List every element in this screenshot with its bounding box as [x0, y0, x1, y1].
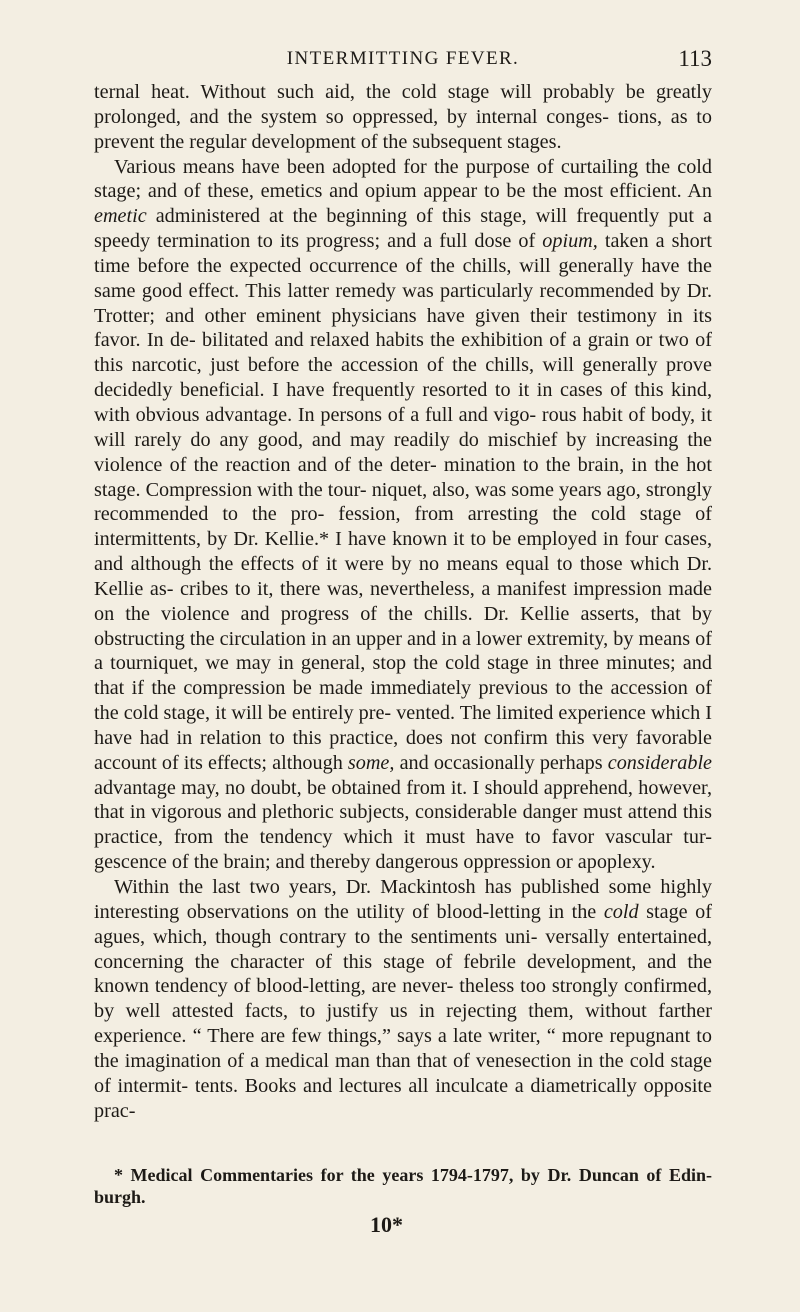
emphasis-some: some,	[347, 751, 395, 774]
paragraph-cold-stage-remedies: Various means have been adopted for the purpose of curtailing the cold stage; and of these, emetics and opium appear to be the most efficient. An emetic administered at the beginning of this stage, will frequently put a speedy termination to its progress; and a full dose of opium, taken a short time before the expected occurrence of the chills, will generally have the same good effect. This latter remedy was particularly recommended by Dr. Trotter; and other eminent physicians have given their testimony in its favor. In de- bilitated and relaxed habits the exhibition of a grain or two of this narcotic, just before the accession of the chills, will generally prove decidedly beneficial. I have frequently resorted to it in cases of this kind, with obvious advantage. In persons of a full and vigo- rous habit of body, it will rarely do any good, and may readily do mischief by increasing the violence of the reaction and of the deter- mination to the brain, in the hot stage. Compression with the tour- niquet, also, was some years ago, strongly recommended to the pro- fession, from arresting the cold stage of intermittents, by Dr. Kellie.* I have known it to be employed in four cases, and although the effects of it were by no means equal to those which Dr. Kellie as- cribes to it, there was, nevertheless, a manifest impression made on the violence and progress of the chills. Dr. Kellie asserts, that by obstructing the circulation in an upper and in a lower extremity, by means of a tourniquet, we may in general, stop the cold stage in three minutes; and that if the compression be made immediately previous to the accession of the cold stage, it will be entirely pre- vented. The limited experience which I have had in relation to this practice, does not confirm this very favorable account of its effects; although some, and occasionally perhaps considerable advantage may, no doubt, be obtained from it. I should apprehend, however, that in vigorous and plethoric subjects, considerable danger must attend this practice, from the tendency which it must have to favor vascular tur- gescence of the brain; and thereby dangerous oppression or apoplexy.	[94, 155, 713, 874]
page-number: 113	[678, 46, 712, 71]
emphasis-emetic: emetic	[94, 205, 147, 228]
body-text	[94, 80, 712, 1123]
paragraph-blood-letting: Within the last two years, Dr. Mackintosh has published some highly interesting observations on the utility of blood-letting in the cold stage of agues, which, though contrary to the sentiments uni- versally entertained, concerning the character of this stage of febrile development, and the known tendency of blood-letting, are never- theless too strongly confirmed, by well attested facts, to justify us in rejecting them, without farther experience. “ There are few things,” says a late writer, “ more repugnant to the imagination of a medical man than that of venesection in the cold stage of intermit- tents. Books and lectures all inculcate a diametrically opposite prac-	[94, 876, 713, 1122]
emphasis-considerable: considerable	[607, 751, 713, 774]
emphasis-opium: opium,	[542, 230, 598, 253]
running-head: INTERMITTING FEVER.	[286, 48, 520, 69]
emphasis-cold: cold	[603, 900, 639, 923]
paragraph-continuation: ternal heat. Without such aid, the cold stage will probably be greatly prolonged, and the system so oppressed, by internal conges- tions, as to prevent the regular development of the subsequent stages.	[94, 81, 712, 153]
page-header	[94, 48, 712, 78]
signature-mark: 10*	[370, 1212, 403, 1237]
footnote: * Medical Commentaries for the years 1794-1797, by Dr. Duncan of Edin- burgh.	[94, 1165, 712, 1207]
